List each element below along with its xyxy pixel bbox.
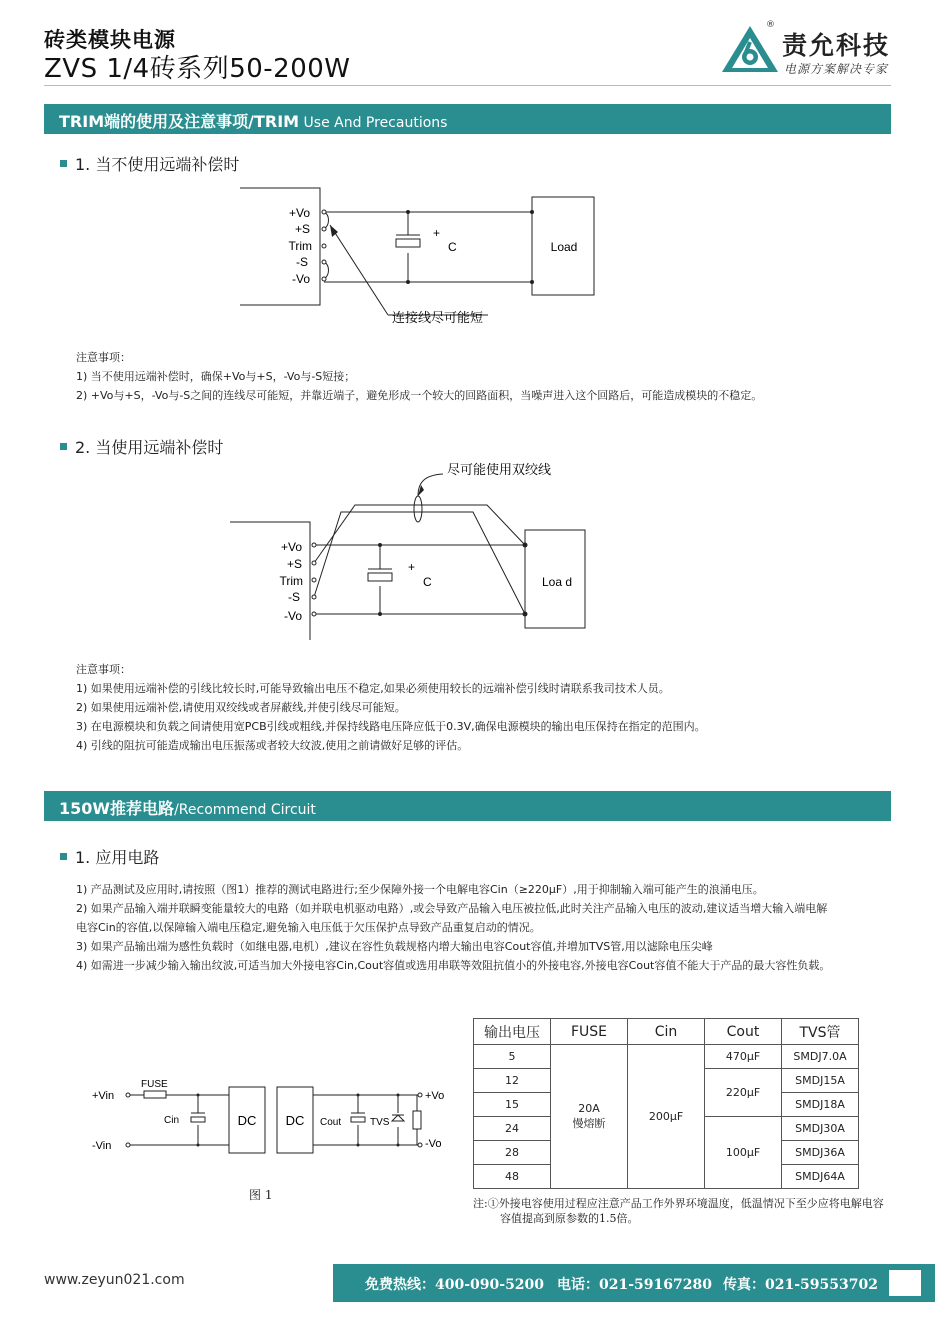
notes2-title: 注意事项：: [76, 663, 131, 676]
cout-label: Cout: [320, 1117, 342, 1128]
table-header: Cin: [628, 1019, 705, 1045]
tvs-cell: SMDJ64A: [782, 1165, 859, 1189]
load-label: Loa d: [541, 575, 573, 589]
doc-title: 砖类模块电源: [44, 28, 176, 52]
fuse-cell: 20A 慢熔断: [551, 1045, 628, 1189]
callout-twisted-pair: 尽可能使用双绞线: [447, 463, 552, 478]
table-header: 输出电压: [474, 1019, 551, 1045]
pin-label: +S: [286, 557, 302, 571]
pin-label: -Vo: [291, 272, 310, 286]
table-header: Cout: [705, 1019, 782, 1045]
section-recommend-band: [44, 791, 891, 821]
app-paragraph: 2) 如果产品输入端并联瞬变能量较大的电路（如并联电机驱动电路）,或会导致产品输入电压被拉低,此时关注产品输入电压的波动,建议适当增大输入端电解: [76, 902, 828, 915]
figure-caption: 图 1: [249, 1188, 273, 1202]
subsection-app-circuit-heading: 1. 应用电路: [60, 845, 159, 868]
header-divider: [44, 85, 891, 86]
cap-label: C: [423, 575, 432, 589]
subsection-remote-heading: 2. 当使用远端补偿时: [60, 435, 223, 458]
tvs-cell: SMDJ36A: [782, 1141, 859, 1165]
company-logo-icon: [720, 24, 780, 74]
tvs-label: TVS: [370, 1117, 390, 1128]
page-number-box: [889, 1270, 921, 1296]
voltage-cell: 5: [474, 1045, 551, 1069]
cout-cell: 220μF: [705, 1069, 782, 1117]
footer-fax: 传真：021-59553702: [723, 1277, 878, 1293]
table-row: [474, 1045, 859, 1069]
dc-block-label: DC: [237, 1113, 257, 1128]
pin-label: Trim: [288, 239, 312, 253]
app-paragraph: 1) 产品测试及应用时,请按照（图1）推荐的测试电路进行;至少保障外接一个电解电容Cin（≥220μF）,用于抑制输入端可能产生的浪涌电压。: [76, 883, 764, 896]
subsection-no-remote-heading: 1. 当不使用远端补偿时: [60, 152, 239, 175]
load-label: Load: [550, 240, 578, 254]
table-header: TVS管: [782, 1019, 859, 1045]
notes2-item: 3) 在电源模块和负载之间请使用宽PCB引线或粗线,并保持线路电压降应低于0.3V,确保电源模块的输出电压保持在指定的范围内。: [76, 720, 706, 733]
cin-cell: 200μF: [628, 1045, 705, 1189]
table-header-row: [474, 1019, 859, 1045]
pin-label: -S: [288, 590, 300, 604]
app-paragraph: 电容Cin的容值,以保障输入端电压稳定,避免输入电压低于欠压保护点导致产品重复启动的情况。: [76, 921, 541, 934]
table-note: 注:①外接电容使用过程应注意产品工作外界环境温度，低温情况下至少应将电解电容: [473, 1197, 884, 1210]
notes1-title: 注意事项：: [76, 351, 131, 364]
company-slogan: 电源方案解决专家: [784, 62, 889, 76]
cout-cell: 100μF: [705, 1117, 782, 1189]
section-trim-title: TRIM端的使用及注意事项/TRIM Use And Precautions: [59, 112, 448, 131]
footer-hotline: 免费热线：400-090-5200: [365, 1277, 545, 1293]
pin-label: -S: [296, 255, 308, 269]
pin-label: +Vo: [280, 540, 302, 554]
voltage-cell: 12: [474, 1069, 551, 1093]
trim-diagram-no-remote: [230, 185, 610, 330]
vo-neg-label: -Vo: [425, 1138, 442, 1150]
vin-neg-label: -Vin: [92, 1140, 112, 1152]
voltage-cell: 48: [474, 1165, 551, 1189]
fuse-label: FUSE: [141, 1079, 168, 1090]
pin-label: Trim: [279, 574, 303, 588]
table-note: 容值提高到原参数的1.5倍。: [500, 1212, 639, 1225]
registered-mark: ®: [766, 20, 775, 30]
doc-series: ZVS 1/4砖系列50-200W: [44, 54, 351, 84]
voltage-cell: 15: [474, 1093, 551, 1117]
cap-plus-label: +: [408, 560, 416, 574]
notes1-item: 1) 当不使用远端补偿时，确保+Vo与+S，-Vo与-S短接；: [76, 370, 356, 383]
footer-contact-bar: [333, 1264, 935, 1302]
footer-phone: 电话：021-59167280: [557, 1277, 712, 1293]
pin-label: +Vo: [288, 206, 310, 220]
vin-pos-label: +Vin: [92, 1090, 115, 1102]
bullet-square-icon: [60, 853, 67, 860]
notes1-item: 2) +Vo与+S，-Vo与-S之间的连线尽可能短，并靠近端子，避免形成一个较大的回路面积，当噪声进入这个回路后，可能造成模块的不稳定。: [76, 389, 763, 402]
voltage-cell: 28: [474, 1141, 551, 1165]
voltage-cell: 24: [474, 1117, 551, 1141]
pin-label: +S: [294, 222, 310, 236]
notes2-item: 2) 如果使用远端补偿,请使用双绞线或者屏蔽线,并使引线尽可能短。: [76, 701, 406, 714]
bullet-square-icon: [60, 160, 67, 167]
capacitor-spec-table: [473, 1018, 859, 1189]
website-link[interactable]: www.zeyun021.com: [44, 1272, 185, 1288]
app-paragraph: 4) 如需进一步减少输入输出纹波,可适当加大外接电容Cin,Cout容值或选用串联等效阻抗值小的外接电容,外接电容Cout容值不能大于产品的最大容性负载。: [76, 959, 831, 972]
bullet-square-icon: [60, 443, 67, 450]
app-paragraph: 3) 如果产品输出端为感性负载时（如继电器,电机）,建议在容性负载规格内增大输出电容Cout容值,并增加TVS管,用以滤除电压尖峰: [76, 940, 713, 953]
notes2-item: 4) 引线的阻抗可能造成输出电压振荡或者较大纹波,使用之前请做好足够的评估。: [76, 739, 469, 752]
application-circuit-diagram: [88, 1075, 458, 1165]
notes2-item: 1) 如果使用远端补偿的引线比较长时,可能导致输出电压不稳定,如果必须使用较长的远端补偿引线时请联系我司技术人员。: [76, 682, 670, 695]
vo-pos-label: +Vo: [425, 1090, 445, 1102]
pin-label: -Vo: [283, 609, 302, 623]
tvs-cell: SMDJ18A: [782, 1093, 859, 1117]
cout-cell: 470μF: [705, 1045, 782, 1069]
tvs-cell: SMDJ15A: [782, 1069, 859, 1093]
tvs-cell: SMDJ30A: [782, 1117, 859, 1141]
cap-plus-label: +: [433, 226, 441, 240]
section-recommend-title: 150W推荐电路/Recommend Circuit: [59, 799, 316, 818]
cap-label: C: [448, 240, 457, 254]
tvs-cell: SMDJ7.0A: [782, 1045, 859, 1069]
cin-label: Cin: [164, 1115, 180, 1126]
section-trim-band: [44, 104, 891, 134]
callout-short-wires: 连接线尽可能短: [392, 311, 484, 326]
trim-diagram-remote: [225, 460, 595, 642]
table-header: FUSE: [551, 1019, 628, 1045]
company-name: 责允科技: [782, 31, 891, 60]
dc-block-label: DC: [285, 1113, 305, 1128]
